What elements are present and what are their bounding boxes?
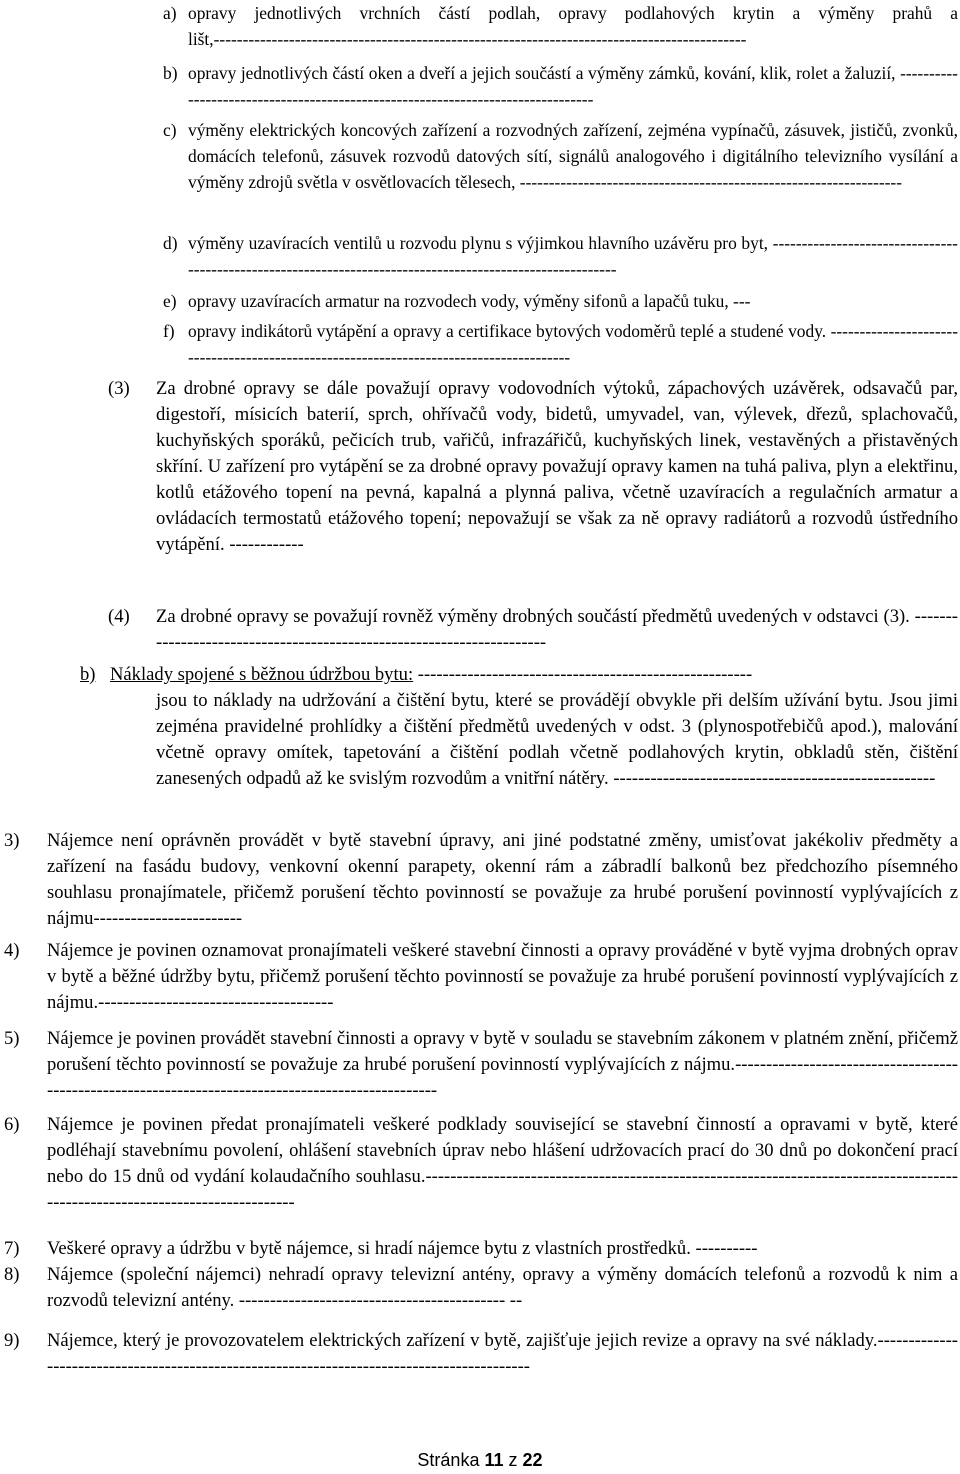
- list-text: opravy jednotlivých částí oken a dveří a jejich součástí a výměny zámků, kování, klik, rolet a žaluzií, --------------------------------------------------------------------------------: [188, 63, 958, 109]
- article-label: 7): [4, 1238, 20, 1259]
- article-text: Nájemce není oprávněn provádět v bytě stavební úpravy, ani jiné podstatné změny, umisťovat jakékoliv předměty a zařízení na fasádu budovy, venkovní okenní parapety, okenní rám a zábradlí balkonů bez předchozího písemného souhlasu pronajímatele, přičemž porušení těchto povinností se považuje za hrubé porušení povinností vyplývajících z nájmu------------------------: [47, 830, 958, 929]
- article-label: 9): [4, 1330, 20, 1351]
- dash-fill: ----------------------------------------------------------------------------------------: [188, 321, 958, 367]
- article-6: [4, 1112, 958, 1216]
- article-9: [4, 1328, 958, 1380]
- current-page-number: 11: [484, 1450, 504, 1470]
- list-item-f: [163, 318, 958, 370]
- dash-fill: ----------------------------------------------------------------------: [156, 606, 958, 653]
- dash-fill: ----------------------------------------------------: [613, 768, 936, 789]
- list-text: opravy uzavíracích armatur na rozvodech vody, výměny sifonů a lapačů tuku, ---: [188, 291, 751, 311]
- dash-fill: ------------------------: [93, 908, 243, 929]
- section-label: b): [80, 664, 96, 685]
- list-label: c): [163, 120, 177, 140]
- section-text: jsou to náklady na udržování a čištění bytu, které se provádějí obvykle při delším užívání bytu. Jsou jimi zejména pravidelné prohlídky a čištění předmětů uvedených v odst. 3 (plynospotřebičů apod.), malování včetně opravy omítek, tapetování a čištění podlah včetně podlahových krytin, obkladů stěn, čištění zanesených odpadů až ke svislým rozvodům a vnitřní nátěry. ----------------------------------------------------: [156, 690, 958, 789]
- article-label: 5): [4, 1028, 20, 1049]
- list-label: d): [163, 233, 178, 253]
- dash-fill: --------------------------------------: [98, 992, 334, 1013]
- list-item-b: [163, 60, 958, 112]
- dash-fill: ------------------------------------------- --: [238, 1290, 523, 1311]
- list-label: f): [163, 321, 175, 341]
- point-4: [108, 604, 958, 656]
- article-text: Nájemce je povinen oznamovat pronajímateli veškeré stavební činnosti a opravy prováděné v bytě vyjma drobných oprav v bytě a běžné údržby bytu, přičemž porušení těchto povinností se považuje za hrubé porušení povinností vyplývajících z nájmu.--------------------------------------: [47, 940, 958, 1013]
- article-text: Nájemce je povinen provádět stavební činnosti a opravy v bytě v souladu se stavebním zákonem v platném znění, přičemž porušení těchto povinností se považuje za hrubé porušení povinností vyplývajících z nájmu.---------------------------------------------------------------------------------------------------: [47, 1028, 958, 1101]
- point-label: (3): [108, 378, 130, 399]
- article-text: Nájemce (společní nájemci) nehradí opravy televizní antény, opravy a výměny domácích telefonů a rozvodů k nim a rozvodů televizní antény. ------------------------------------------- --: [47, 1264, 958, 1311]
- article-label: 8): [4, 1264, 20, 1285]
- list-label: e): [163, 291, 177, 311]
- list-text: opravy indikátorů vytápění a opravy a certifikace bytových vodoměrů teplé a studené vody. ----------------------------------------------------------------------------------------: [188, 321, 958, 367]
- list-text: výměny elektrických koncových zařízení a rozvodných zařízení, zejména vypínačů, zásuvek, jističů, zvonků, domácích telefonů, zásuvek rozvodů datových sítí, signálů analogového i digitálního televizního vysílání a výměny zdrojů světla v osvětlovacích tělesech, ------------------------------------------------------------------: [188, 120, 958, 192]
- list-item-d: [163, 230, 958, 282]
- list-item-a: [163, 0, 958, 52]
- article-text: Nájemce je povinen předat pronajímateli veškeré podklady související se stavební činností a opravami v bytě, které podléhají stavebnímu povolení, ohlášení stavebních úprav nebo hlášení udržovacích prací do 30 dnů po dokončení prací nebo do 15 dnů od vydání kolaudačního souhlasu.------------------------------------------------------------------------------------------------------------------------------: [47, 1114, 958, 1213]
- dash-fill: ------------------------------------------------------------------------------------------------------------------------------: [47, 1166, 958, 1213]
- article-5: [4, 1026, 958, 1104]
- article-label: 4): [4, 940, 20, 961]
- article-label: 6): [4, 1114, 20, 1135]
- list-label: a): [163, 3, 177, 23]
- list-item-e: [163, 288, 958, 314]
- point-3: [108, 376, 958, 558]
- dash-fill: ---------------------------------------------------------------------------------------------------: [47, 1054, 958, 1101]
- dash-fill: --------------------------------------------------------------------------------------------: [213, 29, 747, 49]
- article-8: [4, 1262, 958, 1314]
- dash-fill: ----------------------------------------------------------------------------------------------------------: [188, 233, 958, 279]
- dash-fill: ---: [733, 291, 751, 311]
- dash-fill: ----------: [695, 1238, 758, 1259]
- section-b-body: [156, 688, 958, 792]
- article-label: 3): [4, 830, 20, 851]
- dash-fill: ------------------------------------------------------: [417, 664, 753, 685]
- total-page-number: 22: [522, 1450, 543, 1470]
- article-text: Veškeré opravy a údržbu v bytě nájemce, si hradí nájemce bytu z vlastních prostředků. ----------: [47, 1238, 758, 1259]
- page-footer: [0, 1450, 960, 1471]
- footer-separator: z: [508, 1450, 518, 1470]
- point-label: (4): [108, 606, 130, 627]
- dash-fill: ------------: [229, 534, 304, 555]
- footer-prefix: Stránka: [417, 1450, 480, 1470]
- dash-fill: -------------------------------------------------------------------------------------------: [47, 1330, 958, 1377]
- article-3: [4, 828, 958, 932]
- list-text: výměny uzavíracích ventilů u rozvodu plynu s výjimkou hlavního uzávěru pro byt, ----------------------------------------------------------------------------------------------------------: [188, 233, 958, 279]
- point-text: Za drobné opravy se dále považují opravy vodovodních výtoků, zápachových uzávěrek, odsavačů par, digestoří, mísicích baterií, sprch, ohřívačů vody, bidetů, umyvadel, van, výlevek, dřezů, splachovačů, kuchyňských sporáků, pečicích trub, vařičů, infrazářičů, kuchyňských linek, vestavěných a přistavěných skříní. U zařízení pro vytápění se za drobné opravy považují opravy kamen na tuhá paliva, plyn a elektřinu, kotlů etážového topení na pevná, kapalná a plynná paliva, včetně uzavíracích a regulačních armatur a ovládacích termostatů etážového topení; nepovažují se však za ně opravy radiátorů a rozvodů ústředního vytápění. ------------: [156, 378, 958, 555]
- dash-fill: ------------------------------------------------------------------: [519, 172, 903, 192]
- dash-fill: --------------------------------------------------------------------------------: [188, 63, 958, 109]
- list-text: opravy jednotlivých vrchních částí podlah, opravy podlahových krytin a výměny prahů a lišt,--------------------------------------------------------------------------------------------: [188, 3, 958, 49]
- section-heading: Náklady spojené s běžnou údržbou bytu: ------------------------------------------------------: [110, 664, 753, 685]
- article-7: [4, 1236, 958, 1262]
- section-b-heading: [80, 662, 958, 688]
- list-label: b): [163, 63, 178, 83]
- article-4: [4, 938, 958, 1016]
- article-text: Nájemce, který je provozovatelem elektrických zařízení v bytě, zajišťuje jejich revize a opravy na své náklady.-------------------------------------------------------------------------------------------: [47, 1330, 958, 1377]
- point-text: Za drobné opravy se považují rovněž výměny drobných součástí předmětů uvedených v odstavci (3). ----------------------------------------------------------------------: [156, 606, 958, 653]
- list-item-c: [163, 117, 958, 195]
